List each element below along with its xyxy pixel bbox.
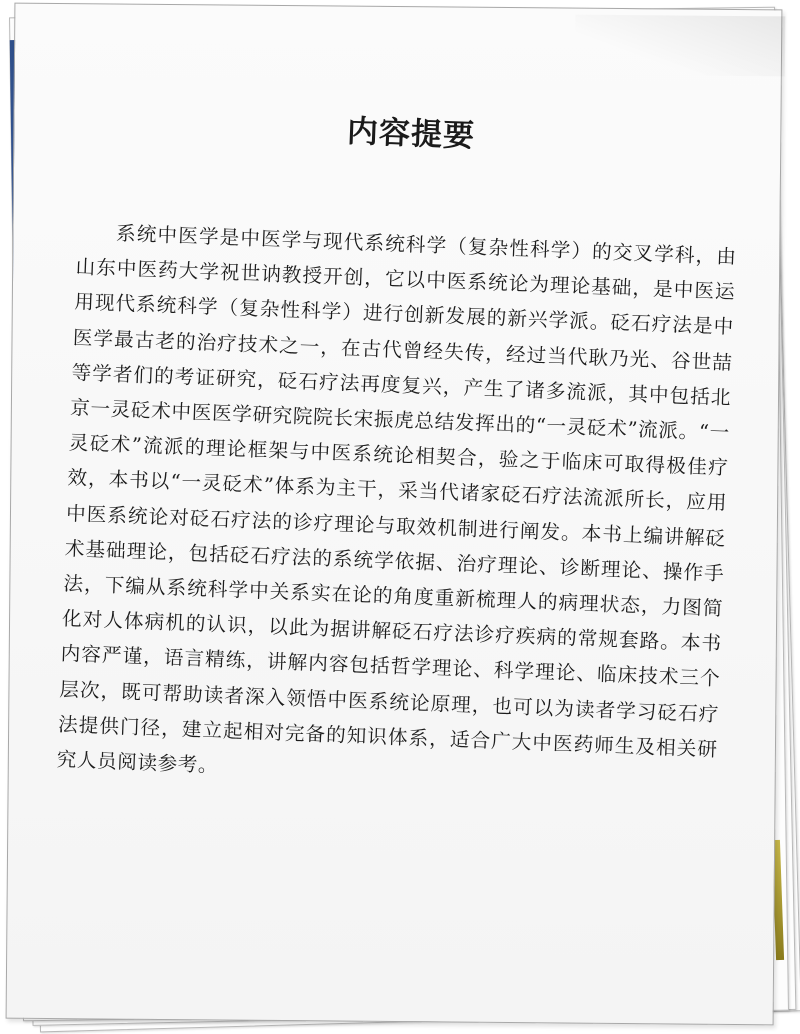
page-title: 内容提要	[346, 113, 476, 155]
page-content	[56, 95, 742, 802]
summary-paragraph: 系统中医学是中医学与现代系统科学（复杂性科学）的交叉学科，由山东中医药大学祝世讷教授开创，它以中医系统论为理论基础，是中医运用现代系统科学（复杂性科学）进行创新发展的新兴学派。砭石疗法是中医学最古老的治疗技术之一，在古代曾经失传，经过当代耿乃光、谷世喆等学者们的考证研究，砭石疗法再度复兴，产生了诸多流派，其中包括北京一灵砭术中医医学研究院院长宋振虎总结发挥出的“一灵砭术”流派。“一灵砭术”流派的理论框架与中医系统论相契合，验之于临床可取得极佳疗效，本书以“一灵砭术”体系为主干，采当代诸家砭石疗法流派所长，应用中医系统论对砭石疗法的诊疗理论与取效机制进行阐发。本书上编讲解砭术基础理论，包括砭石疗法的系统学依据、治疗理论、诊断理论、操作手法，下编从系统科学中关系实在论的角度重新梳理人的病理状态，力图简化对人体病机的认识，以此为据讲解砭石疗法诊疗疾病的常规套路。本书内容严谨，语言精练，讲解内容包括哲学理论、科学理论、临床技术三个层次，既可帮助读者深入领悟中医系统论原理，也可以为读者学习砭石疗法提供门径，建立起相对完备的知识体系，适合广大中医药师生及相关研究人员阅读参考。	[56, 221, 737, 778]
page-shadow	[575, 15, 786, 77]
